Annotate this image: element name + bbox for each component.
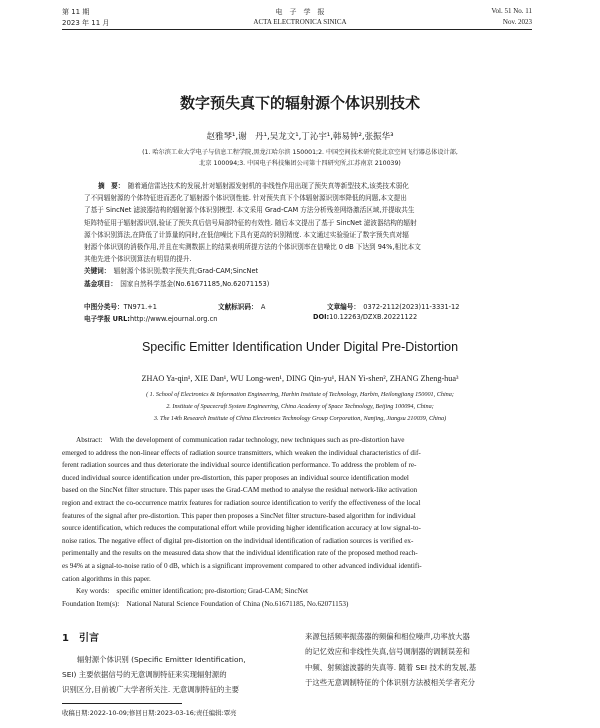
doi-value[interactable]: 10.12263/DZXB.20221122 [329,313,418,321]
page-title-en: Specific Emitter Identification Under Digital Pre-Distortion [141,340,459,354]
intro-left-column [62,652,292,697]
abstract-en-line: source identification, which reduces the computational effort while providing higher identification accuracy at low signal-to- [62,524,421,533]
intro-right-line: 来源包括频率振荡器的频偏和相位噪声,功率放大器 [305,632,470,641]
keywords-en-label: Key words: [76,587,110,596]
abstract-en-line: duced individual source identification under pre-distortion, this paper proposes an individual source identification model [62,473,409,482]
abstract-cn-line: 其他先进个体识别算法有明显的提升. [84,255,192,264]
footnote-rule [62,703,182,704]
abstract-cn-line: 射源个体识别的消极作用,并且在实测数据上的结果表明所提方法的个体识别率在信噪比 0 dB 下达到 94%,相比本文 [84,243,421,252]
article-number [327,301,459,311]
fund-cn: 国家自然科学基金(No.61671185,No.62071153) [120,279,270,288]
header-issue-cn: 第 11 期 [62,8,90,16]
abstract-cn-line: 了不同辐射源的个体特征进而恶化了辐射源个体识别性能. 针对预失真下个体辐射源识别率降低的问题,本文提出 [84,194,407,203]
url-value[interactable]: http://www.ejournal.org.cn [129,315,218,323]
clc-value: TN971.+1 [123,303,157,311]
page-title-cn: 数字预失真下的辐射源个体识别技术 [179,94,420,112]
intro-right-line: 的记忆效应和非线性失真,信号调制器的调制误差和 [305,647,470,657]
article-label: 文章编号： [327,303,357,311]
abstract-cn [84,180,516,290]
clc-label: 中图分类号： [84,303,124,311]
keywords-cn-label: 关键词： [84,267,108,276]
abstract-en-label: Abstract: [76,436,103,444]
section-heading-intro: 1 引言 [62,633,99,644]
header-date-cn: 2023 年 11 月 [62,19,110,27]
authors-en: ZHAO Ya-qin¹, XIE Dan¹, WU Long-wen¹, DING Qin-yu¹, HAN Yi-shen², ZHANG Zheng-hua³ [141,374,459,383]
fund-en: National Natural Science Foundation of China (No.61671185, No.62071153) [126,599,349,608]
abstract-cn-line: 源个体识别算法,在降低了计算量的同时,在低信噪比下具有更高的识别精度. 本文通过实验验证了数字预失真对辐 [84,230,409,239]
doc-label: 文献标识码： [218,303,255,311]
affiliation-en-1: ( 1. School of Electronics & Information Engineering, Harbin Institute of Technology, Harbin, Heilongjiang 150001, China; [146,391,454,398]
abstract-en-line: region and extract the co-occurrence matrix features for radiation source identification to verify the effectiveness of the local [62,498,421,507]
affiliation-cn-1: (1. 哈尔滨工业大学电子与信息工程学院,黑龙江哈尔滨 150001;2. 中国空间技术研究院北京空间飞行器总体设计部, [142,149,458,156]
fund-cn-label: 基金项目： [84,279,114,288]
article-value: 0372-2112(2023)11-3331-12 [363,303,460,311]
clc-number [84,301,157,311]
intro-left-line: SEI) 主要依据信号的无意调制特征来实现辐射源的 [62,670,227,679]
abstract-cn-line: 了基于 SincNet 滤波器结构的辐射源个体识别模型. 本文采用 Grad-CAM 方法分析残差网络激活区域,并提取共生 [84,206,415,215]
intro-right-column [305,629,535,691]
header-rule [62,29,532,30]
abstract-cn-line: 矩阵特征用于辐射源识别,验证了预失真后信号局部特征的有效性. 随后本文提出了基于 SincNet 滤波器结构的辐射 [84,218,417,227]
abstract-en-line: ferent radiation sources and thus deteriorate the individual source identification performance. To address the problem of re- [62,461,417,470]
fund-en-label: Foundation Item(s): [62,599,120,608]
abstract-en-line: cation algorithms in this paper. [62,574,151,583]
abstract-en-line: noise ratios. The negative effect of digital pre-distortion on the individual identification of radiation sources is verified ex- [62,536,414,545]
keywords-cn: 辐射源个体识别;数字预失真;Grad-CAM;SincNet [113,267,259,276]
received-date-note: 收稿日期:2022-10-09;修回日期:2023-03-16;责任编辑:覃亮 [62,709,237,717]
abstract-en-line: features of the signal after pre-distortion. This paper then proposes a SincNet filter structure-based algorithm for individual [62,511,416,520]
journal-url [84,313,217,323]
affiliation-en-3: 3. The 14th Research Institute of China Electronics Technology Group Corporation, Nanjing, Jiangsu 210039, China) [153,415,447,422]
doi [313,313,417,321]
abstract-en-line: based on the SincNet filter structure. This paper uses the Grad-CAM method to analyse the residual network-like activation [62,486,418,495]
intro-left-line: 识别区分,目前被广大学者所关注. 无意调制特征的主要 [62,685,240,694]
doi-label: DOI: [313,313,330,321]
intro-right-line: 于这些无意调制特征的个体识别方法被相关学者充分 [305,678,475,688]
abstract-cn-line: 随着通信雷达技术的发展,针对辐射源发射机的非线性作用出现了预失真等新型技术,该类技术弱化 [127,182,409,190]
intro-left-line: 辐射源个体识别 (Specific Emitter Identification, [77,655,246,664]
doc-value: A [260,303,266,311]
url-label: 电子学报 URL: [84,315,130,323]
abstract-en-line: emerged to address the non-linear effects of radiation source transmitters, which weaken the individual characteristics of dif- [62,448,421,457]
doc-code [218,301,265,311]
header-journal-cn: 电 子 学 报 [275,8,325,16]
intro-right-line: 中频、射频滤波器的失真等. 随着 SEI 技术的发展,基 [305,662,477,672]
header-volume: Vol. 51 No. 11 [491,7,532,15]
keywords-en: specific emitter identification; pre-distortion; Grad-CAM; SincNet [116,587,308,596]
affiliation-en-2: 2. Institute of Spacecraft System Engineering, China Academy of Space Technology, Beijing 100094, China; [166,403,434,410]
abstract-en-line: perimentally and the results on the measured data show that the individual identification rate of the proposed method reach- [62,549,418,558]
abstract-en [62,434,532,610]
abstract-en-line: es 94% at a signal-to-noise ratio of 0 dB, which is a significant improvement compared to other advanced individual identifi- [62,561,422,570]
authors-cn: 赵雅琴¹,谢 丹¹,吴龙文¹,丁沁宇¹,韩易钟²,张振华³ [206,132,394,142]
header-journal-en: ACTA ELECTRONICA SINICA [253,18,347,26]
abstract-en-line: With the development of communication radar technology, new techniques such as pre-distortion have [109,436,405,444]
header-date-en: Nov. 2023 [502,18,532,26]
affiliation-cn-2: 北京 100094;3. 中国电子科技集团公司第十四研究所,江苏南京 210039) [199,160,401,167]
abstract-cn-label: 摘 要： [98,182,122,190]
